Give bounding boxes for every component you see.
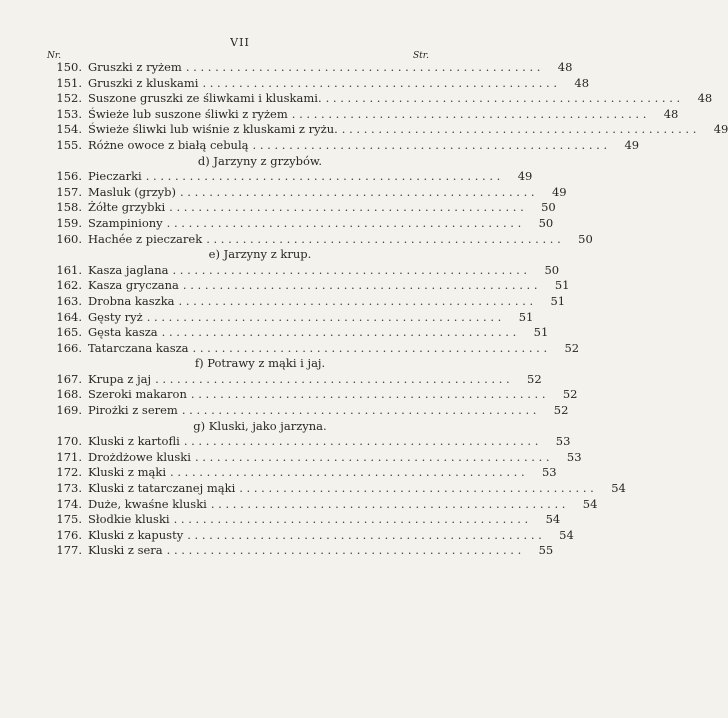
dot-leader xyxy=(342,122,697,138)
entry-number: 174. xyxy=(56,496,82,511)
entry-title: Hachée z pieczarek xyxy=(88,231,203,246)
entry-title: Szeroki makaron xyxy=(88,387,187,402)
entry-title: Suszone gruszki ze śliwkami i kluskami. xyxy=(88,91,322,106)
entry-title: Świeże lub suszone śliwki z ryżem xyxy=(88,106,288,121)
entry-title: Gruszki z ryżem xyxy=(88,60,182,74)
entry-page-number: 50 xyxy=(538,215,554,230)
entry-title: Drobna kaszka xyxy=(88,293,175,308)
entry-number: 156. xyxy=(56,169,82,184)
toc-entry xyxy=(40,340,580,357)
entry-title: Pieczarki xyxy=(88,169,142,184)
section-heading: g) Kluski, jako jarzyna. xyxy=(193,418,327,433)
entry-number: 175. xyxy=(56,512,82,527)
entry-title: Tatarczana kasza xyxy=(88,340,189,355)
entry-page-number: 53 xyxy=(555,434,571,449)
dot-leader xyxy=(146,169,501,185)
entry-page-number: 51 xyxy=(550,293,566,308)
entry-page-number: 54 xyxy=(545,512,561,527)
toc-entry xyxy=(40,325,549,341)
entry-page-number: 53 xyxy=(541,465,557,480)
entry-number: 177. xyxy=(56,543,82,558)
toc-entry xyxy=(40,293,566,310)
entry-number: 164. xyxy=(56,309,82,324)
dot-leader xyxy=(173,263,528,279)
entry-page-number: 48 xyxy=(697,91,713,106)
entry-title: Duże, kwaśne kluski xyxy=(88,496,207,511)
entry-number: 151. xyxy=(56,75,82,90)
dot-leader xyxy=(187,528,542,544)
toc-entry xyxy=(40,200,556,216)
entry-title: Świeże śliwki lub wiśnie z kluskami z ryżu. xyxy=(88,122,338,137)
entry-number: 171. xyxy=(56,449,82,464)
dot-leader xyxy=(162,325,517,341)
entry-title: Kluski z sera xyxy=(88,543,163,558)
entry-title: Gęsty ryż xyxy=(88,309,143,324)
entry-number: 165. xyxy=(56,325,82,340)
entry-page-number: 50 xyxy=(541,200,556,215)
table-of-contents xyxy=(40,60,728,559)
entry-number: 159. xyxy=(56,215,82,230)
toc-entry xyxy=(40,387,578,403)
number-column-header: Nr. xyxy=(47,51,62,61)
dot-leader xyxy=(184,434,539,450)
entry-number: 154. xyxy=(56,122,82,137)
dot-leader xyxy=(239,481,594,497)
entry-title: Kluski z tatarczanej mąki xyxy=(88,481,236,496)
entry-title: Żółte grzybki xyxy=(88,200,166,215)
entry-number: 161. xyxy=(56,262,82,277)
entry-title: Masluk (grzyb) xyxy=(88,184,176,199)
toc-entry xyxy=(40,434,571,450)
entry-number: 168. xyxy=(56,387,82,402)
entry-page-number: 49 xyxy=(624,137,640,152)
entry-number: 170. xyxy=(56,434,82,449)
entry-page-number: 49 xyxy=(517,169,533,184)
entry-page-number: 54 xyxy=(611,481,626,496)
entry-number: 157. xyxy=(56,184,82,199)
section-heading: d) Jarzyny z grzybów. xyxy=(197,153,323,168)
toc-entry xyxy=(40,75,590,92)
entry-page-number: 48 xyxy=(557,60,573,74)
toc-entry xyxy=(40,371,542,388)
entry-number: 160. xyxy=(56,231,82,246)
entry-title: Kluski z kartofli xyxy=(88,434,180,449)
entry-title: Krupa z jaj xyxy=(88,371,152,386)
entry-title: Kasza jaglana xyxy=(88,262,169,277)
toc-entry xyxy=(40,262,560,279)
entry-page-number: 51 xyxy=(533,325,549,340)
entry-page-number: 51 xyxy=(554,278,570,293)
dot-leader xyxy=(167,543,522,559)
entry-number: 172. xyxy=(56,465,82,480)
toc-entry xyxy=(40,481,626,497)
toc-entry xyxy=(40,122,728,138)
dot-leader xyxy=(186,60,541,76)
entry-page-number: 52 xyxy=(553,403,569,418)
dot-leader xyxy=(193,341,548,357)
entry-number: 158. xyxy=(56,200,82,215)
toc-entry xyxy=(40,91,713,107)
toc-entry xyxy=(40,278,570,294)
entry-title: Kluski z mąki xyxy=(88,465,167,480)
entry-page-number: 54 xyxy=(559,527,574,542)
dot-leader xyxy=(202,76,557,92)
entry-page-number: 49 xyxy=(713,122,728,137)
section-heading: e) Jarzyny z krup. xyxy=(208,247,312,262)
toc-entry xyxy=(40,449,582,466)
dot-leader xyxy=(155,372,510,388)
entry-number: 155. xyxy=(56,137,82,152)
toc-entry xyxy=(40,106,679,123)
entry-number: 169. xyxy=(56,403,82,418)
dot-leader xyxy=(169,200,524,216)
entry-number: 163. xyxy=(56,293,82,308)
dot-leader xyxy=(179,294,534,310)
dot-leader xyxy=(170,465,525,481)
entry-number: 153. xyxy=(56,106,82,121)
dot-leader xyxy=(147,310,502,326)
toc-entry xyxy=(40,496,598,513)
toc-entry xyxy=(40,215,554,232)
entry-page-number: 50 xyxy=(544,262,560,277)
dot-leader xyxy=(167,216,522,232)
dot-leader xyxy=(174,512,529,528)
entry-page-number: 51 xyxy=(518,309,534,324)
dot-leader xyxy=(211,497,566,513)
entry-page-number: 52 xyxy=(564,340,580,355)
entry-title: Gęsta kasza xyxy=(88,325,158,340)
entry-number: 167. xyxy=(56,371,82,386)
dot-leader xyxy=(195,450,550,466)
dot-leader xyxy=(326,91,681,107)
page-column-header: Str. xyxy=(413,51,429,61)
toc-entry xyxy=(40,231,593,248)
entry-title: Słodkie kluski xyxy=(88,512,170,527)
toc-entry xyxy=(40,184,567,201)
entry-page-number: 48 xyxy=(663,106,679,121)
toc-entry xyxy=(40,60,573,76)
entry-page-number: 49 xyxy=(551,184,567,199)
dot-leader xyxy=(253,138,608,154)
dot-leader xyxy=(292,107,647,123)
entry-title: Drożdżowe kluski xyxy=(88,449,191,464)
toc-entry xyxy=(40,527,574,544)
entry-page-number: 52 xyxy=(562,387,578,402)
entry-page-number: 48 xyxy=(574,75,590,90)
entry-title: Gruszki z kluskami xyxy=(88,75,199,90)
entry-number: 150. xyxy=(56,60,82,74)
toc-entry xyxy=(40,309,534,326)
dot-leader xyxy=(191,387,546,403)
toc-entry xyxy=(40,543,554,559)
entry-number: 152. xyxy=(56,91,82,106)
entry-number: 173. xyxy=(56,481,82,496)
toc-entry xyxy=(40,403,569,419)
dot-leader xyxy=(182,403,537,419)
toc-entry xyxy=(40,169,533,185)
dot-leader xyxy=(180,185,535,201)
entry-page-number: 50 xyxy=(578,231,593,246)
entry-page-number: 52 xyxy=(527,371,542,386)
entry-page-number: 53 xyxy=(566,449,582,464)
toc-entry xyxy=(40,465,557,481)
entry-title: Kasza gryczana xyxy=(88,278,179,293)
entry-page-number: 55 xyxy=(538,543,554,558)
entry-number: 162. xyxy=(56,278,82,293)
entry-title: Kluski z kapusty xyxy=(88,527,184,542)
entry-title: Szampiniony xyxy=(88,215,163,230)
toc-entry xyxy=(40,512,561,528)
dot-leader xyxy=(183,278,538,294)
dot-leader xyxy=(206,232,561,248)
page-number: VII xyxy=(230,36,250,49)
entry-number: 176. xyxy=(56,527,82,542)
entry-number: 166. xyxy=(56,340,82,355)
toc-entry xyxy=(40,137,640,154)
entry-page-number: 54 xyxy=(582,496,598,511)
section-heading: f) Potrawy z mąki i jaj. xyxy=(194,356,326,371)
entry-title: Pirożki z serem xyxy=(88,403,178,418)
entry-title: Różne owoce z białą cebulą xyxy=(88,137,249,152)
